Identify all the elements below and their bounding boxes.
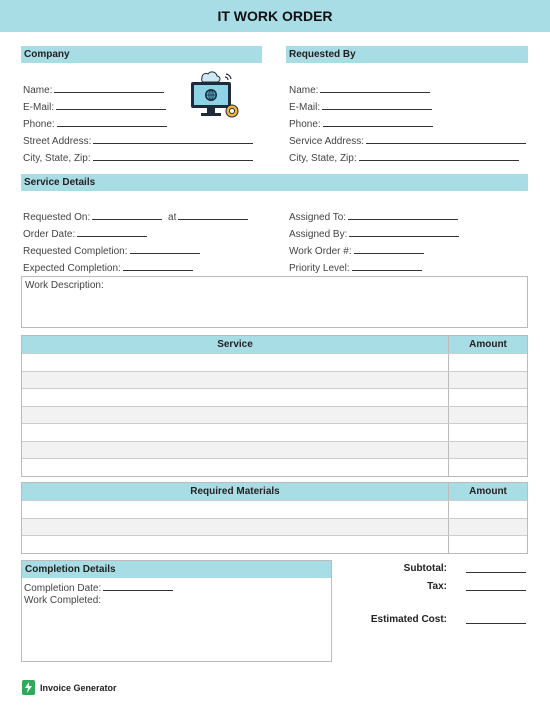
service-row (22, 353, 527, 371)
invoice-generator-brand[interactable] (22, 680, 117, 695)
requester-email-field[interactable]: E-Mail: (289, 100, 432, 113)
company-name-field[interactable]: Name: (23, 83, 164, 96)
service-amount-cell[interactable] (449, 389, 527, 406)
service-row (22, 441, 527, 459)
service-amount-cell[interactable] (449, 372, 527, 389)
estimated-cost-label: Estimated Cost: (370, 614, 447, 625)
work-description-box[interactable] (21, 276, 528, 328)
material-amount-cell[interactable] (449, 519, 527, 536)
priority-level-field[interactable]: Priority Level: (289, 261, 422, 274)
service-cell[interactable] (22, 459, 449, 476)
service-amount-cell[interactable] (449, 442, 527, 459)
service-details-heading: Service Details (21, 174, 528, 191)
subtotal-label: Subtotal: (403, 563, 447, 574)
material-cell[interactable] (22, 519, 449, 536)
brand-name: Invoice Generator (40, 682, 117, 693)
service-row (22, 406, 527, 424)
material-cell[interactable] (22, 501, 449, 518)
service-cell[interactable] (22, 372, 449, 389)
work-description-label: Work Description: (25, 280, 104, 291)
page-title: IT WORK ORDER (0, 0, 550, 32)
estimated-cost-line[interactable] (466, 623, 526, 624)
material-row (22, 500, 527, 518)
service-cell[interactable] (22, 389, 449, 406)
service-amount-cell[interactable] (449, 424, 527, 441)
materials-amount-column-header: Amount (469, 486, 507, 497)
invoice-generator-logo-icon (22, 680, 35, 695)
requester-phone-field[interactable]: Phone: (289, 117, 433, 130)
materials-column-header: Required Materials (22, 483, 449, 500)
material-amount-cell[interactable] (449, 536, 527, 553)
company-street-field[interactable]: Street Address: (23, 134, 253, 147)
assigned-to-field[interactable]: Assigned To: (289, 210, 458, 223)
service-amount-cell[interactable] (449, 459, 527, 476)
expected-completion-field[interactable]: Expected Completion: (23, 261, 193, 274)
completion-details-box (21, 560, 332, 662)
material-row (22, 535, 527, 553)
computer-globe-gear-icon (188, 70, 242, 124)
requested-completion-field[interactable]: Requested Completion: (23, 244, 200, 257)
requested-by-heading: Requested By (286, 46, 528, 63)
material-amount-cell[interactable] (449, 501, 527, 518)
work-order-number-field[interactable]: Work Order #: (289, 244, 424, 257)
tax-line[interactable] (466, 590, 526, 591)
service-amount-cell[interactable] (449, 354, 527, 371)
company-heading: Company (21, 46, 262, 63)
completion-date-field[interactable]: Completion Date: (24, 581, 173, 594)
service-row (22, 388, 527, 406)
service-cell[interactable] (22, 407, 449, 424)
service-amount-cell[interactable] (449, 407, 527, 424)
service-address-field[interactable]: Service Address: (289, 134, 526, 147)
work-completed-label[interactable]: Work Completed: (24, 595, 102, 606)
service-row (22, 371, 527, 389)
subtotal-line[interactable] (466, 572, 526, 573)
service-cell[interactable] (22, 442, 449, 459)
completion-details-heading: Completion Details (22, 561, 331, 578)
service-table (21, 335, 528, 477)
material-row (22, 518, 527, 536)
amount-column-header: Amount (469, 339, 507, 350)
service-cell[interactable] (22, 424, 449, 441)
tax-label: Tax: (427, 581, 447, 592)
requested-on-field[interactable]: Requested On: at (23, 210, 248, 223)
materials-table (21, 482, 528, 554)
company-city-field[interactable]: City, State, Zip: (23, 151, 253, 164)
company-email-field[interactable]: E-Mail: (23, 100, 166, 113)
material-cell[interactable] (22, 536, 449, 553)
requester-city-field[interactable]: City, State, Zip: (289, 151, 519, 164)
service-cell[interactable] (22, 354, 449, 371)
requester-name-field[interactable]: Name: (289, 83, 430, 96)
service-column-header: Service (22, 336, 449, 353)
company-phone-field[interactable]: Phone: (23, 117, 167, 130)
order-date-field[interactable]: Order Date: (23, 227, 147, 240)
service-row (22, 458, 527, 476)
assigned-by-field[interactable]: Assigned By: (289, 227, 459, 240)
service-row (22, 423, 527, 441)
